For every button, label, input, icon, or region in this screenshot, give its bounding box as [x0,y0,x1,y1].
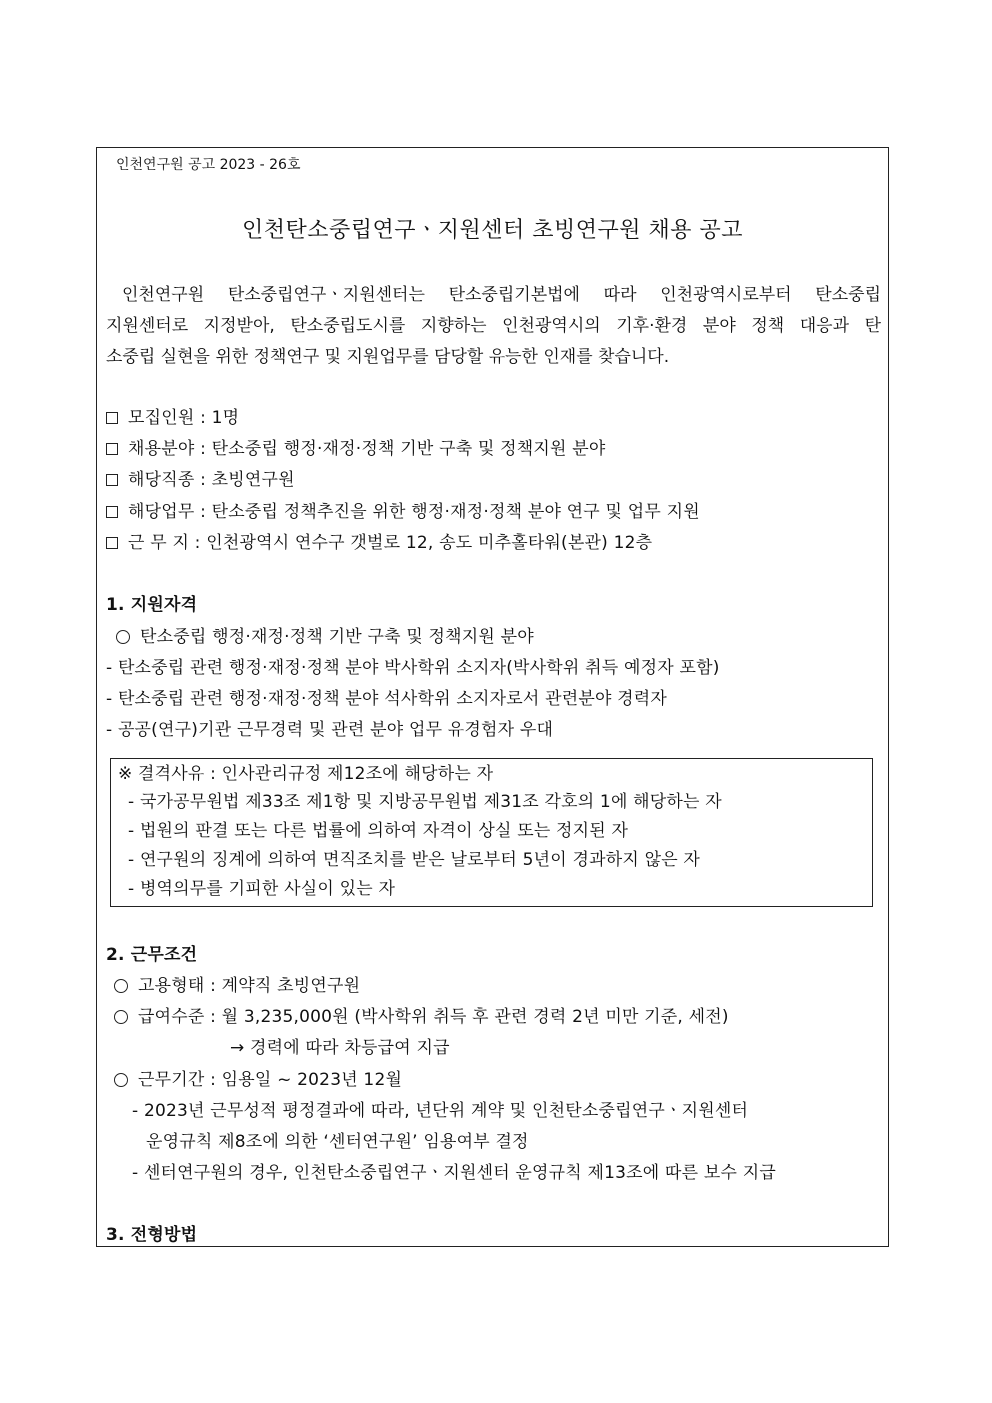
checkbox-square-icon [106,506,118,518]
summary-field: 채용분야 : 탄소중립 행정·재정·정책 기반 구축 및 정책지원 분야 [106,438,606,460]
circle-bullet-icon [114,979,128,993]
summary-recruit-count: 모집인원 : 1명 [106,407,239,429]
summary-workplace: 근 무 지 : 인천광역시 연수구 갯벌로 12, 송도 미추홀타워(본관) 12층 [106,532,652,554]
section-1-field: 탄소중립 행정·재정·정책 기반 구축 및 정책지원 분야 [116,626,534,648]
page-title: 인천탄소중립연구ㆍ지원센터 초빙연구원 채용 공고 [241,218,744,243]
disqualification-item: - 병역의무를 기피한 사실이 있는 자 [128,879,396,899]
period-item: - 센터연구원의 경우, 인천탄소중립연구ㆍ지원센터 운영규칙 제13조에 따른 보수 지급 [132,1163,776,1183]
checkbox-square-icon [106,412,118,424]
qualification-item: - 공공(연구)기관 근무경력 및 관련 분야 업무 유경험자 우대 [106,720,554,740]
notice-number: 인천연구원 공고 2023 - 26호 [116,157,301,173]
circle-bullet-icon [116,630,130,644]
disqualification-item: - 법원의 판결 또는 다른 법률에 의하여 자격이 상실 또는 정지된 자 [128,821,629,841]
qualification-item: - 탄소중립 관련 행정·재정·정책 분야 석사학위 소지자로서 관련분야 경력자 [106,689,668,709]
period-item: - 2023년 근무성적 평정결과에 따라, 년단위 계약 및 인천탄소중립연구ㆍ지원센터 [132,1101,749,1121]
section-2-heading: 2. 근무조건 [106,945,198,965]
period-item: 운영규칙 제8조에 의한 ‘센터연구원’ 임용여부 결정 [146,1132,529,1152]
circle-bullet-icon [114,1010,128,1024]
summary-duties: 해당업무 : 탄소중립 정책추진을 위한 행정·재정·정책 분야 연구 및 업무 지원 [106,501,700,523]
section-1-heading: 1. 지원자격 [106,595,198,615]
intro-line-3: 소중립 실현을 위한 정책연구 및 지원업무를 담당할 유능한 인재를 찾습니다. [106,347,670,367]
checkbox-square-icon [106,537,118,549]
intro-line-1: 인천연구원 탄소중립연구ㆍ지원센터는 탄소중립기본법에 따라 인천광역시로부터 탄소중립 [122,285,881,305]
work-period: 근무기간 : 임용일 ~ 2023년 12월 [114,1069,402,1091]
summary-job-type: 해당직종 : 초빙연구원 [106,469,295,491]
disqualification-item: - 국가공무원법 제33조 제1항 및 지방공무원법 제31조 각호의 1에 해당하는 자 [128,792,722,812]
employment-type: 고용형태 : 계약직 초빙연구원 [114,975,360,997]
checkbox-square-icon [106,474,118,486]
salary-note: → 경력에 따라 차등급여 지급 [230,1038,450,1058]
salary: 급여수준 : 월 3,235,000원 (박사학위 취득 후 관련 경력 2년 미만 기준, 세전) [114,1006,729,1028]
section-3-heading: 3. 전형방법 [106,1225,198,1245]
disqualification-title: ※ 결격사유 : 인사관리규정 제12조에 해당하는 자 [118,764,494,784]
intro-line-2: 지원센터로 지정받아, 탄소중립도시를 지향하는 인천광역시의 기후·환경 분야 정책 대응과 탄 [106,316,881,336]
circle-bullet-icon [114,1073,128,1087]
disqualification-item: - 연구원의 징계에 의하여 면직조치를 받은 날로부터 5년이 경과하지 않은 자 [128,850,701,870]
checkbox-square-icon [106,443,118,455]
qualification-item: - 탄소중립 관련 행정·재정·정책 분야 박사학위 소지자(박사학위 취득 예정자 포함) [106,658,720,678]
